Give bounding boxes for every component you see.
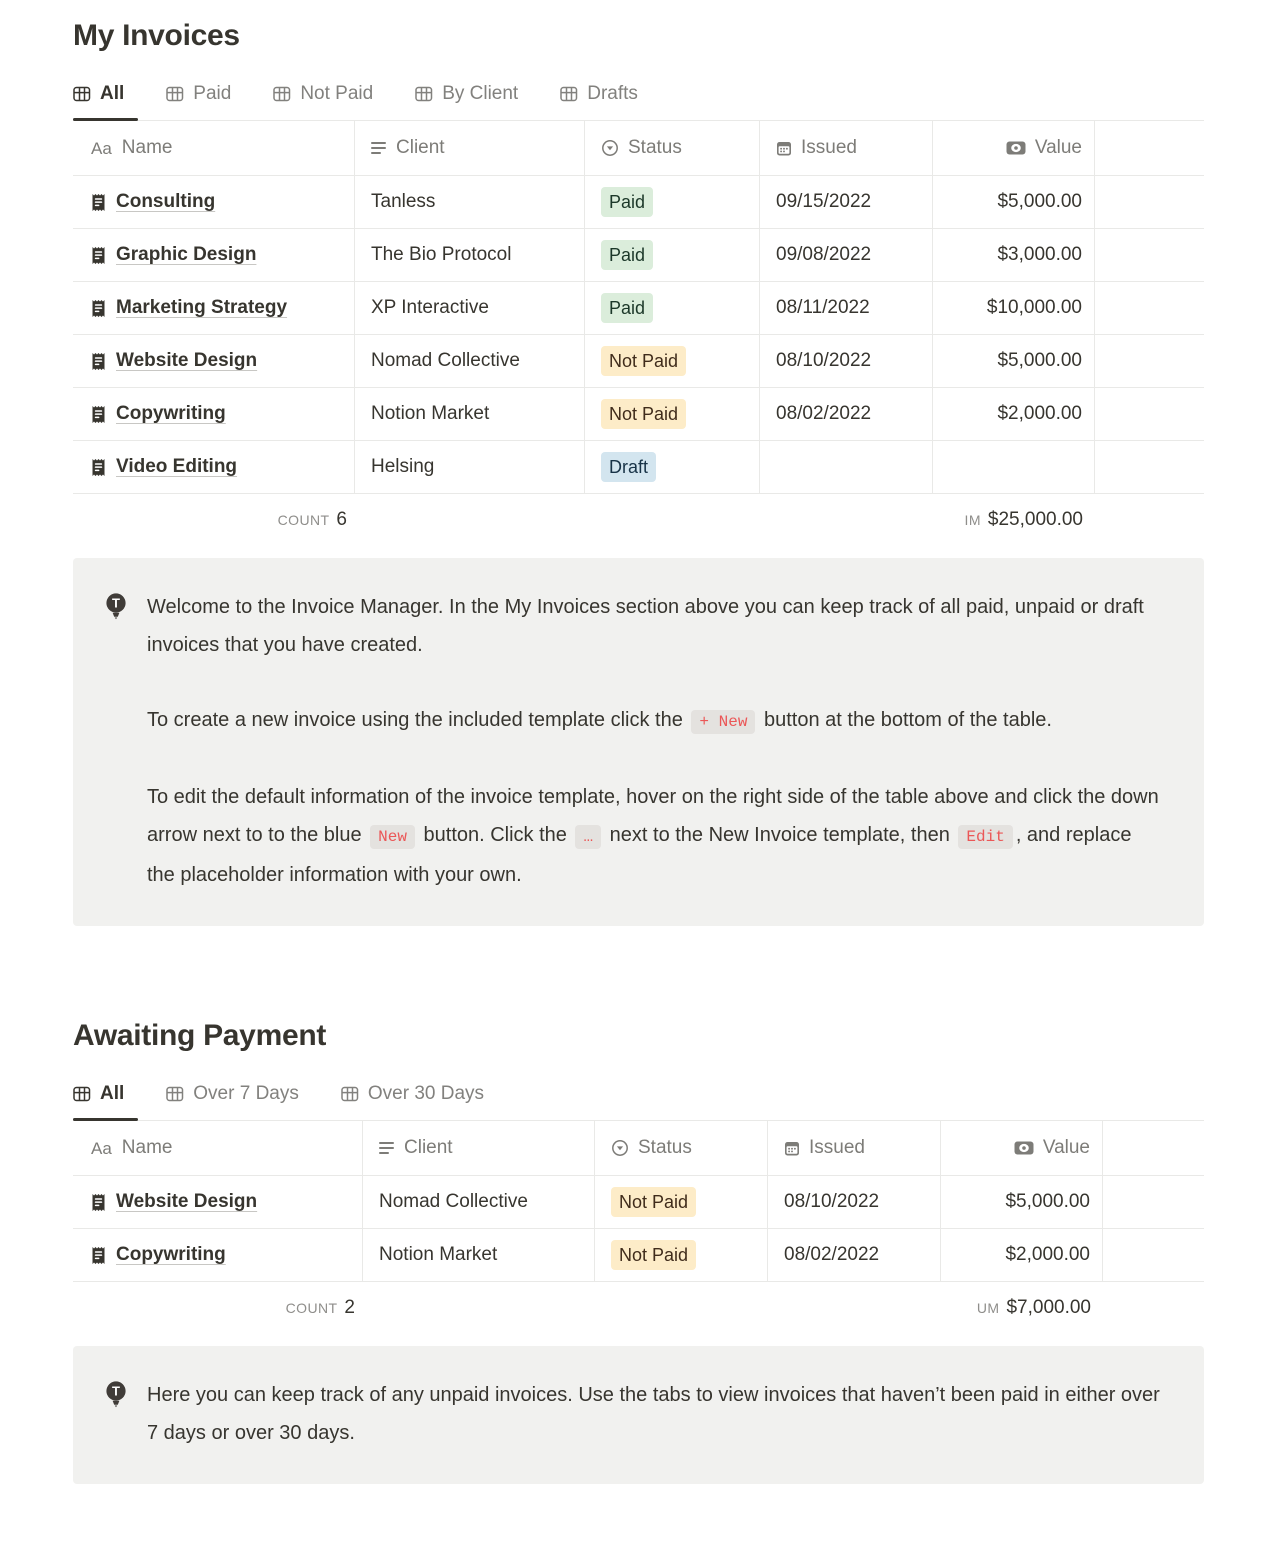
tab-label: Over 30 Days	[367, 1083, 485, 1104]
client-cell[interactable]: Nomad Collective	[363, 1176, 595, 1228]
column-label: Status	[638, 1137, 692, 1158]
view-tabs	[73, 79, 1204, 121]
row-extra-area	[1095, 441, 1204, 493]
name-cell	[73, 388, 355, 440]
table-view-icon	[73, 1086, 91, 1102]
column-header-name[interactable]	[73, 121, 355, 175]
count-value: 6	[336, 509, 347, 530]
tab-all[interactable]	[73, 79, 150, 120]
row-extra-area	[1095, 229, 1204, 281]
client-cell[interactable]: Helsing	[355, 441, 585, 493]
date-icon	[776, 140, 792, 157]
column-label: Client	[396, 137, 445, 158]
table-body	[73, 1176, 1204, 1282]
receipt-icon	[91, 246, 106, 265]
table-header-row	[73, 121, 1204, 176]
column-label: Issued	[809, 1137, 865, 1158]
name-cell	[73, 441, 355, 493]
column-label: Name	[121, 1137, 173, 1158]
column-header-value[interactable]	[933, 121, 1095, 175]
status-cell[interactable]	[585, 229, 760, 281]
tab-label: All	[100, 83, 125, 104]
issued-cell[interactable]: 08/11/2022	[760, 282, 933, 334]
table-row[interactable]	[73, 441, 1204, 494]
status-cell[interactable]	[595, 1229, 768, 1281]
issued-cell[interactable]: 08/02/2022	[760, 388, 933, 440]
column-header-issued[interactable]	[768, 1121, 941, 1175]
table-view-icon	[560, 86, 578, 102]
invoice-page-link[interactable]: Website Design	[116, 350, 258, 371]
invoices-table	[73, 121, 1204, 546]
column-label: Value	[1042, 1137, 1090, 1158]
table-body	[73, 176, 1204, 494]
column-label: Name	[121, 137, 173, 158]
sum-value: $7,000.00	[1006, 1297, 1091, 1318]
table-view-icon	[166, 1086, 184, 1102]
table-footer	[73, 494, 1204, 546]
callout	[73, 558, 1204, 926]
section-title: My Invoices	[73, 19, 240, 52]
table-footer	[73, 1282, 1204, 1334]
issued-cell[interactable]: 08/10/2022	[760, 335, 933, 387]
tab-label: Paid	[193, 83, 232, 104]
row-extra-area	[1095, 282, 1204, 334]
row-extra-area	[1095, 176, 1204, 228]
title-icon: Aa	[91, 138, 112, 158]
client-cell[interactable]: Notion Market	[363, 1229, 595, 1281]
table-row[interactable]	[73, 176, 1204, 229]
text-icon	[371, 141, 387, 155]
column-header-value[interactable]	[941, 1121, 1103, 1175]
table-row[interactable]	[73, 282, 1204, 335]
column-header-client[interactable]	[363, 1121, 595, 1175]
sum-aggregate[interactable]	[941, 1297, 1103, 1319]
table-view-icon	[73, 86, 91, 102]
column-header-status[interactable]	[585, 121, 760, 175]
lightbulb-icon	[103, 1376, 133, 1452]
select-icon	[611, 1139, 629, 1157]
table-header-row	[73, 1121, 1204, 1176]
table-view-icon	[341, 1086, 359, 1102]
column-label: Issued	[801, 137, 857, 158]
callout	[73, 1346, 1204, 1484]
callout-paragraph: Welcome to the Invoice Manager. In the My Invoices section above you can keep track of all paid, unpaid or draft invoices that you have created.	[147, 596, 1144, 656]
value-cell[interactable]: $5,000.00	[933, 176, 1095, 228]
value-cell[interactable]: $2,000.00	[933, 388, 1095, 440]
select-icon	[601, 139, 619, 157]
status-badge[interactable]: Not Paid	[611, 1187, 696, 1217]
column-label: Client	[404, 1137, 453, 1158]
count-aggregate[interactable]	[73, 509, 355, 531]
status-cell[interactable]	[595, 1176, 768, 1228]
count-value: 2	[344, 1297, 355, 1318]
callout-paragraph: Here you can keep track of any unpaid invoices. Use the tabs to view invoices that haven’t been paid in either over 7 days or over 30 days.	[147, 1384, 1160, 1444]
column-header-name[interactable]	[73, 1121, 363, 1175]
status-badge[interactable]: Paid	[601, 187, 653, 217]
lightbulb-icon	[103, 588, 133, 894]
issued-cell[interactable]: 08/02/2022	[768, 1229, 941, 1281]
row-extra-area	[1103, 1229, 1204, 1281]
value-cell[interactable]: $10,000.00	[933, 282, 1095, 334]
tab-not-paid[interactable]	[273, 79, 399, 120]
awaiting-payment-section	[73, 1018, 1204, 1484]
value-cell[interactable]: $3,000.00	[933, 229, 1095, 281]
svg-text:T: T	[112, 1383, 120, 1399]
column-header-client[interactable]	[355, 121, 585, 175]
receipt-icon	[91, 405, 106, 424]
column-header-status[interactable]	[595, 1121, 768, 1175]
count-label: COUNT	[277, 512, 330, 528]
tab-label: All	[100, 1083, 125, 1104]
invoice-page-link[interactable]: Copywriting	[116, 403, 226, 424]
name-cell	[73, 282, 355, 334]
tab-label: Not Paid	[300, 83, 374, 104]
text-icon	[379, 1141, 395, 1155]
issued-cell[interactable]: 09/15/2022	[760, 176, 933, 228]
callout-text	[147, 588, 1160, 894]
column-header-issued[interactable]	[760, 121, 933, 175]
table-view-icon	[166, 86, 184, 102]
tab-paid[interactable]	[166, 79, 257, 120]
issued-cell[interactable]: 09/08/2022	[760, 229, 933, 281]
invoice-page-link[interactable]: Website Design	[116, 1191, 258, 1212]
invoice-page-link[interactable]: Consulting	[116, 191, 216, 212]
sum-label: IM	[964, 512, 981, 528]
status-cell[interactable]	[585, 335, 760, 387]
status-badge[interactable]: Paid	[601, 240, 653, 270]
client-cell[interactable]: XP Interactive	[355, 282, 585, 334]
column-label: Value	[1034, 137, 1082, 158]
tab-all[interactable]	[73, 1079, 150, 1120]
inline-code: …	[575, 825, 601, 849]
client-cell[interactable]: Tanless	[355, 176, 585, 228]
table-row[interactable]	[73, 335, 1204, 388]
issued-cell[interactable]: 08/10/2022	[768, 1176, 941, 1228]
my-invoices-section	[73, 18, 1204, 926]
sum-value: $25,000.00	[987, 509, 1083, 530]
svg-text:T: T	[112, 595, 120, 611]
status-badge[interactable]: Draft	[601, 452, 656, 482]
callout-paragraph: To create a new invoice using the included template click the + New button at the bottom of the table.	[147, 701, 1160, 741]
row-extra-area	[1095, 388, 1204, 440]
status-badge[interactable]: Paid	[601, 293, 653, 323]
section-title: Awaiting Payment	[73, 1019, 327, 1052]
add-column-area[interactable]	[1103, 1121, 1204, 1175]
status-badge[interactable]: Not Paid	[611, 1240, 696, 1270]
money-icon	[1006, 141, 1026, 155]
sum-aggregate[interactable]	[933, 509, 1095, 531]
receipt-icon	[91, 299, 106, 318]
table-view-icon	[415, 86, 433, 102]
value-cell[interactable]: $5,000.00	[933, 335, 1095, 387]
tab-label: By Client	[442, 83, 519, 104]
money-icon	[1014, 1141, 1034, 1155]
receipt-icon	[91, 1246, 106, 1265]
status-cell[interactable]	[585, 441, 760, 493]
inline-code: Edit	[958, 825, 1012, 849]
row-extra-area	[1095, 335, 1204, 387]
table-row[interactable]	[73, 1229, 1204, 1282]
status-cell[interactable]	[585, 176, 760, 228]
count-aggregate[interactable]	[73, 1297, 363, 1319]
invoice-page-link[interactable]: Graphic Design	[116, 244, 257, 265]
name-cell	[73, 176, 355, 228]
awaiting-payment-table	[73, 1121, 1204, 1334]
row-extra-area	[1103, 1176, 1204, 1228]
invoice-page-link[interactable]: Copywriting	[116, 1244, 226, 1265]
status-cell[interactable]	[585, 282, 760, 334]
client-cell[interactable]: The Bio Protocol	[355, 229, 585, 281]
name-cell	[73, 1176, 363, 1228]
tab-over-30-days[interactable]	[341, 1079, 510, 1120]
view-tabs	[73, 1079, 1204, 1121]
name-cell	[73, 1229, 363, 1281]
issued-cell[interactable]	[760, 441, 933, 493]
date-icon	[784, 1140, 800, 1157]
status-badge[interactable]: Not Paid	[601, 346, 686, 376]
sum-label: UM	[976, 1300, 1000, 1316]
name-cell	[73, 335, 355, 387]
status-badge[interactable]: Not Paid	[601, 399, 686, 429]
callout-text	[147, 1376, 1160, 1452]
value-cell[interactable]: $2,000.00	[941, 1229, 1103, 1281]
value-cell[interactable]	[933, 441, 1095, 493]
receipt-icon	[91, 458, 106, 477]
column-label: Status	[628, 137, 682, 158]
value-cell[interactable]: $5,000.00	[941, 1176, 1103, 1228]
table-row[interactable]	[73, 1176, 1204, 1229]
client-cell[interactable]: Nomad Collective	[355, 335, 585, 387]
invoice-page-link[interactable]: Marketing Strategy	[116, 297, 288, 318]
invoice-page-link[interactable]: Video Editing	[116, 456, 238, 477]
inline-code: New	[370, 825, 415, 849]
tab-over-7-days[interactable]	[166, 1079, 325, 1120]
client-cell[interactable]: Notion Market	[355, 388, 585, 440]
inline-code: + New	[691, 710, 755, 734]
tab-label: Drafts	[587, 83, 638, 104]
tab-drafts[interactable]	[560, 79, 664, 120]
receipt-icon	[91, 352, 106, 371]
table-row[interactable]	[73, 388, 1204, 441]
receipt-icon	[91, 193, 106, 212]
count-label: COUNT	[285, 1300, 338, 1316]
tab-by-client[interactable]	[415, 79, 544, 120]
name-cell	[73, 229, 355, 281]
receipt-icon	[91, 1193, 106, 1212]
tab-label: Over 7 Days	[193, 1083, 299, 1104]
status-cell[interactable]	[585, 388, 760, 440]
table-view-icon	[273, 86, 291, 102]
title-icon: Aa	[91, 1138, 112, 1158]
table-row[interactable]	[73, 229, 1204, 282]
add-column-area[interactable]	[1095, 121, 1204, 175]
callout-paragraph: To edit the default information of the invoice template, hover on the right side of the table above and click the down arrow next to to the blue New button. Click the … next to the New Invoice template, then Edit , and replace the placeholder information with your own.	[147, 786, 1159, 886]
